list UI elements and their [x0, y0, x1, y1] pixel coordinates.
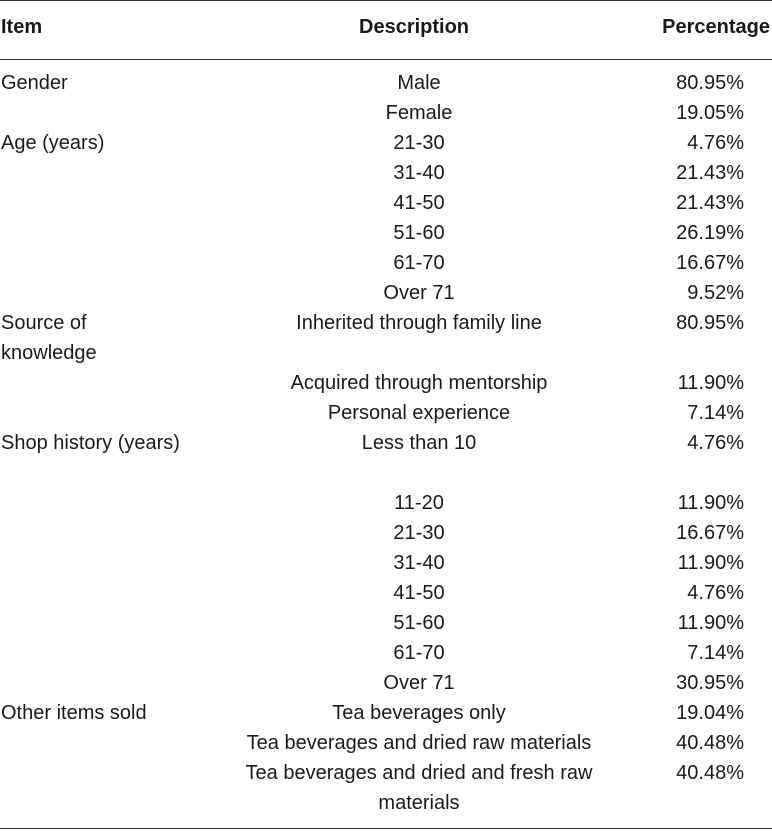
cell-description: 51-60	[393, 222, 445, 244]
cell-description: Inherited through family line	[296, 312, 542, 334]
cell-percentage: 16.67%	[676, 522, 744, 544]
table-row	[0, 128, 772, 158]
cell-item: Age (years)	[1, 132, 105, 154]
cell-description: 11-20	[394, 492, 444, 514]
cell-percentage: 21.43%	[676, 192, 744, 214]
cell-percentage: 4.76%	[687, 582, 744, 604]
cell-percentage: 9.52%	[687, 282, 744, 304]
cell-description: Tea beverages only	[332, 702, 506, 724]
cell-percentage: 80.95%	[676, 312, 744, 334]
table-row	[0, 758, 772, 818]
header-item: Item	[1, 16, 43, 38]
table-row	[0, 608, 772, 638]
cell-item: Source of knowledge	[1, 312, 97, 364]
cell-percentage: 11.90%	[677, 492, 744, 514]
cell-percentage: 30.95%	[676, 672, 744, 694]
cell-item: Gender	[1, 72, 68, 94]
cell-description: 21-30	[393, 132, 445, 154]
cell-percentage: 7.14%	[687, 402, 744, 424]
cell-percentage: 80.95%	[676, 72, 744, 94]
cell-percentage: 26.19%	[676, 222, 744, 244]
table-row	[0, 668, 772, 698]
table-row	[0, 548, 772, 578]
cell-percentage: 21.43%	[676, 162, 744, 184]
table-row	[0, 278, 772, 308]
cell-percentage: 19.04%	[676, 702, 744, 724]
table-row	[0, 248, 772, 278]
table-row	[0, 578, 772, 608]
table-row	[0, 98, 772, 128]
cell-description: Tea beverages and dried raw materials	[246, 732, 592, 754]
cell-percentage: 16.67%	[676, 252, 744, 274]
table-row	[0, 398, 772, 428]
cell-percentage: 40.48%	[676, 732, 744, 754]
cell-description: Personal experience	[327, 402, 511, 424]
table-row	[0, 728, 772, 758]
cell-description: Female	[385, 102, 453, 124]
cell-description: Male	[397, 72, 441, 94]
table-row	[0, 368, 772, 398]
table-row	[0, 518, 772, 548]
cell-percentage: 11.90%	[677, 372, 744, 394]
header-percentage: Percentage	[662, 16, 770, 38]
table-row	[0, 158, 772, 188]
cell-description: 21-30	[393, 522, 445, 544]
header-description: Description	[359, 16, 470, 38]
cell-description: 61-70	[393, 252, 445, 274]
cell-description: 31-40	[393, 162, 445, 184]
cell-description: 51-60	[393, 612, 445, 634]
cell-description: Tea beverages and dried and fresh raw materials	[245, 762, 593, 814]
table-row	[0, 428, 772, 488]
cell-item: Shop history (years)	[1, 432, 180, 454]
header-rule	[0, 59, 772, 60]
cell-description: Less than 10	[361, 432, 477, 454]
cell-description: 31-40	[393, 552, 445, 574]
cell-description: 41-50	[393, 582, 445, 604]
cell-description: Over 71	[383, 672, 455, 694]
cell-percentage: 7.14%	[687, 642, 744, 664]
cell-percentage: 11.90%	[677, 612, 744, 634]
cell-percentage: 19.05%	[676, 102, 744, 124]
table-row	[0, 638, 772, 668]
cell-description: Over 71	[383, 282, 455, 304]
cell-percentage: 4.76%	[687, 432, 744, 454]
table-row	[0, 188, 772, 218]
cell-percentage: 11.90%	[677, 552, 744, 574]
table-row	[0, 698, 772, 728]
cell-item: Other items sold	[1, 702, 147, 724]
cell-description: 41-50	[393, 192, 445, 214]
table-header	[0, 0, 772, 59]
table-bottom-rule	[0, 828, 772, 829]
table-row	[0, 308, 772, 368]
table-row	[0, 218, 772, 248]
cell-percentage: 4.76%	[687, 132, 744, 154]
cell-description: 61-70	[393, 642, 445, 664]
cell-description: Acquired through mentorship	[290, 372, 548, 394]
table-row	[0, 488, 772, 518]
cell-percentage: 40.48%	[676, 762, 744, 784]
table-row	[0, 68, 772, 98]
table-body	[0, 68, 772, 818]
